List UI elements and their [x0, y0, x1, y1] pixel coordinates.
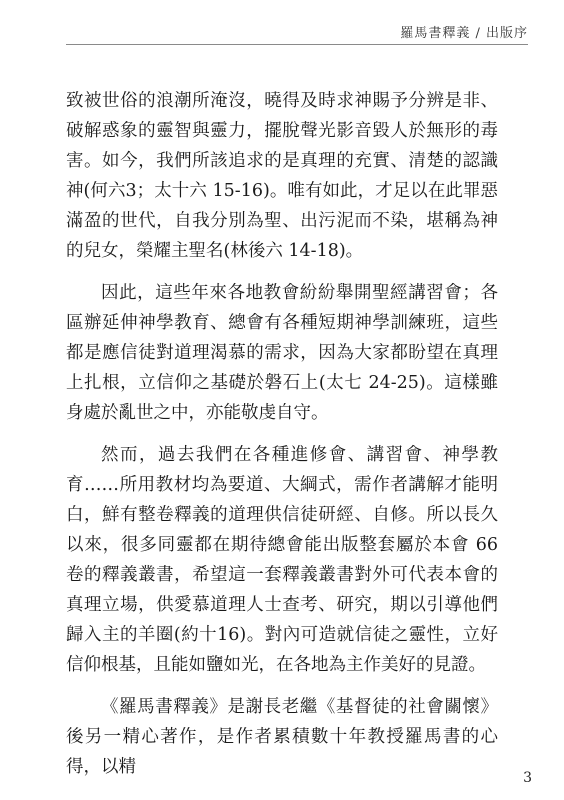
body-text: [66, 86, 498, 794]
paragraph-2: 因此，這些年來各地教會紛紛舉開聖經講習會；各區辦延伸神學教育、總會有各種短期神學訓練班，這些都是應信徒對道理渴慕的需求，因為大家都盼望在真理上扎根，立信仰之基礎於磐石上(太七 24-25)。這樣雖身處於亂世之中，亦能敬虔自守。: [66, 283, 498, 423]
paragraph-3: 然而，過去我們在各種進修會、講習會、神學教育……所用教材均為要道、大綱式，需作者講解才能明白，鮮有整卷釋義的道理供信徒研經、自修。所以長久以來，很多同靈都在期待總會能出版整套屬於本會 66 卷的釋義叢書，希望這一套釋義叢書對外可代表本會的真理立場，供愛慕道理人士查考、研究，期以引導他們歸入主的羊圈(約十16)。對內可造就信徒之靈性，立好信仰根基，且能如鹽如光，在各地為主作美好的見證。: [66, 445, 498, 675]
running-header: 羅馬書釋義 / 出版序: [400, 26, 528, 41]
paragraph-1: 致被世俗的浪潮所淹沒，曉得及時求神賜予分辨是非、破解惑象的靈智與靈力，擺脫聲光影音毀人於無形的毒害。如今，我們所該追求的是真理的充實、清楚的認識神(何六3；太十六 15-16)。唯有如此，才足以在此罪惡滿盈的世代，自我分別為聖、出污泥而不染，堪稱為神的兒女，榮耀主聖名(林後六 14-18)。: [66, 91, 498, 261]
paragraph-4: 《羅馬書釋義》是謝長老繼《基督徒的社會關懷》後另一精心著作，是作者累積數十年教授羅馬書的心得，以精: [66, 697, 498, 777]
page-number: 3: [523, 770, 532, 786]
header-rule: [66, 44, 528, 45]
